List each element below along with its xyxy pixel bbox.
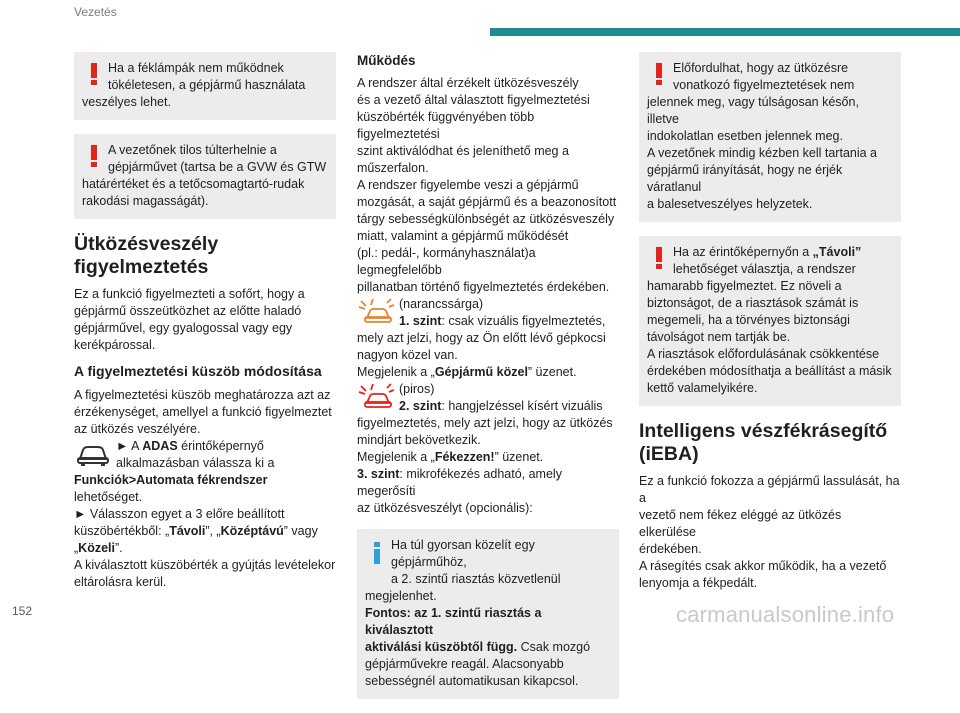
note-text: vonatkozó figyelmeztetések nem <box>673 78 855 92</box>
warning-exclamation-icon <box>649 246 669 270</box>
note-text: Ha túl gyorsan közelít egy gépjárműhöz, <box>391 538 535 569</box>
text-line: 1. szint: csak vizuális figyelmeztetés, <box>399 314 606 328</box>
note-text: megemeli, ha a törvényes biztonsági <box>647 313 850 327</box>
text-line: pillanatban történő figyelmeztetés érdekében. <box>357 280 610 294</box>
text-line: ► Válasszon egyet a 3 előre beállított <box>74 507 285 521</box>
note-text: Ha a féklámpák nem működnek <box>108 61 284 75</box>
note-text: Ha az érintőképernyőn a „Távoli” <box>673 245 862 259</box>
section-heading <box>639 420 901 466</box>
text-line: mozgását, a saját gépjármű és a beazonosított <box>357 195 617 209</box>
text-line: vezető nem fékez eléggé az ütközés elkerülése <box>639 508 842 539</box>
text-line: mely azt jelzi, hogy az Ön előtt lévő gépkocsi <box>357 331 606 345</box>
text-line: (narancssárga) <box>399 297 484 311</box>
note-text: rakodási magasságát). <box>82 194 209 208</box>
threshold-paragraph <box>74 387 336 438</box>
text-line: A kiválasztott küszöbérték a gyújtás levételekor <box>74 558 336 572</box>
text-line: küszöbérték függvényében több figyelmeztetési <box>357 110 535 141</box>
column-right <box>639 52 901 592</box>
note-text: Fontos: az 1. szintű riasztás a kiválasztott <box>365 606 542 637</box>
note-text: biztonságot, de a riasztások számát is <box>647 296 859 310</box>
text-line: érdekében. <box>639 542 702 556</box>
text-line: figyelmeztetés, mely azt jelzi, hogy az ütközés <box>357 416 613 430</box>
text-line: érzékenységet, amellyel a funkció figyelmeztet <box>74 405 332 419</box>
text-line: és a vezető által választott figyelmeztetési <box>357 93 590 107</box>
text-line: műszerfalon. <box>357 161 429 175</box>
note-text: tökéletesen, a gépjármű használata <box>108 78 306 92</box>
note-text: Előfordulhat, hogy az ütközésre <box>673 61 849 75</box>
note-text: A vezetőnek tilos túlterhelnie a <box>108 143 277 157</box>
level-2-alert <box>357 381 619 415</box>
level-1-alert <box>357 296 619 330</box>
warning-exclamation-icon <box>84 144 104 168</box>
text-line: Megjelenik a „Gépjármű közel” üzenet. <box>357 365 577 379</box>
text-line: 3. szint: mikrofékezés adható, amely megerősíti <box>357 467 562 498</box>
car-icon <box>74 439 112 469</box>
collision-alert-icon <box>357 382 395 412</box>
note-text: sebességnél automatikusan kikapcsol. <box>365 674 579 688</box>
subsection-heading: Működés <box>357 53 416 68</box>
note-text: A riasztások előfordulásának csökkentése <box>647 347 880 361</box>
text-line: A rendszer figyelembe veszi a gépjármű <box>357 178 579 192</box>
note-text: érdekében módosíthatja a beállítást a másik <box>647 364 892 378</box>
header-accent-bar <box>490 28 960 36</box>
text-line: lenyomja a fékpedált. <box>639 576 758 590</box>
subsection-heading: A figyelmeztetési küszöb módosítása <box>74 363 322 379</box>
text-line: kerékpárossal. <box>74 338 156 352</box>
note-text: A vezetőnek mindig kézben kell tartania a <box>647 146 877 160</box>
text-line: gépjárművel, egy gyalogossal vagy egy <box>74 321 293 335</box>
warning-note-distant-option <box>639 236 901 406</box>
text-line: A figyelmeztetési küszöb meghatározza azt az <box>74 388 331 402</box>
text-line: az ütközésveszélyt (opcionális): <box>357 501 533 515</box>
text-line: tárgy sebességkülönbségét az ütközésveszély <box>357 212 615 226</box>
note-text: a 2. szintű riasztás közvetlenül <box>391 572 561 586</box>
note-text: távolságot nem tartják be. <box>647 330 791 344</box>
note-text: gépjárművekre reagál. Alacsonyabb <box>365 657 564 671</box>
note-text: indokolatlan esetben jelennek meg. <box>647 129 843 143</box>
text-line: Funkciók>Automata fékrendszer lehetőséget. <box>74 473 268 504</box>
heading-line: (iEBA) <box>639 443 699 465</box>
text-line: alkalmazásban válassza ki a <box>116 456 275 470</box>
note-text: hamarabb figyelmeztet. Ez növeli a <box>647 279 842 293</box>
step-adas <box>74 438 336 472</box>
text-line: mindjárt bekövetkezik. <box>357 433 481 447</box>
note-text: határértéket és a tetőcsomagtartó-rudak <box>82 177 305 191</box>
ieba-paragraph <box>639 473 901 592</box>
text-line: Ez a funkció fokozza a gépjármű lassulását, ha a <box>639 474 900 505</box>
warning-note-brake-lights <box>74 52 336 120</box>
info-icon <box>367 541 387 565</box>
heading-line: figyelmeztetés <box>74 256 209 278</box>
note-text: lehetőséget választja, a rendszer <box>673 262 856 276</box>
text-line: szint aktiválódhat és jeleníthető meg a <box>357 144 569 158</box>
heading-line: Intelligens vészfékrásegítő <box>639 420 888 442</box>
text-line: Megjelenik a „Fékezzen!” üzenet. <box>357 450 544 464</box>
page-number: 152 <box>12 604 33 618</box>
heading-line: Ütközésveszély <box>74 233 219 255</box>
intro-paragraph <box>74 286 336 354</box>
text-line: A rendszer által érzékelt ütközésveszély <box>357 76 579 90</box>
text-line: gépjármű összeütközhet az előtte haladó <box>74 304 302 318</box>
note-text: gépjárművet (tartsa be a GVW és GTW <box>108 160 327 174</box>
text-line: 2. szint: hangjelzéssel kísért vizuális <box>399 399 603 413</box>
text-line: ► A ADAS érintőképernyő <box>116 439 264 453</box>
column-middle <box>357 52 619 713</box>
info-note <box>357 529 619 699</box>
note-text: gépjármű irányítását, hogy ne érjék váratlanul <box>647 163 843 194</box>
text-line: (piros) <box>399 382 435 396</box>
text-line: miatt, valamint a gépjármű működését <box>357 229 569 243</box>
note-text: a balesetveszélyes helyzetek. <box>647 197 813 211</box>
text-line: (pl.: pedál-, kormányhasználat)a legmegfelelőbb <box>357 246 536 277</box>
collision-alert-icon <box>357 297 395 327</box>
column-left <box>74 52 336 591</box>
watermark: carmanualsonline.info <box>676 602 895 627</box>
note-text: jelennek meg, vagy túlságosan későn, illetve <box>647 95 859 126</box>
text-line: Ez a funkció figyelmezteti a sofőrt, hogy a <box>74 287 305 301</box>
text-line: „Közeli”. <box>74 541 123 555</box>
note-text: kettő valamelyikére. <box>647 381 758 395</box>
operation-paragraph <box>357 75 619 296</box>
section-title: Vezetés <box>74 5 117 19</box>
warning-exclamation-icon <box>649 62 669 86</box>
note-text: megjelenhet. <box>365 589 437 603</box>
note-text: aktiválási küszöbtől függ. Csak mozgó <box>365 640 591 654</box>
text-line: az ütközés veszélyére. <box>74 422 201 436</box>
warning-note-overload <box>74 134 336 219</box>
text-line: A rásegítés csak akkor működik, ha a vezető <box>639 559 887 573</box>
warning-note-alerts <box>639 52 901 222</box>
text-line: nagyon közel van. <box>357 348 458 362</box>
section-heading <box>74 233 336 279</box>
note-text: veszélyes lehet. <box>82 95 171 109</box>
warning-exclamation-icon <box>84 62 104 86</box>
text-line: eltárolásra kerül. <box>74 575 167 589</box>
text-line: küszöbértékből: „Távoli”, „Középtávú” vagy <box>74 524 318 538</box>
